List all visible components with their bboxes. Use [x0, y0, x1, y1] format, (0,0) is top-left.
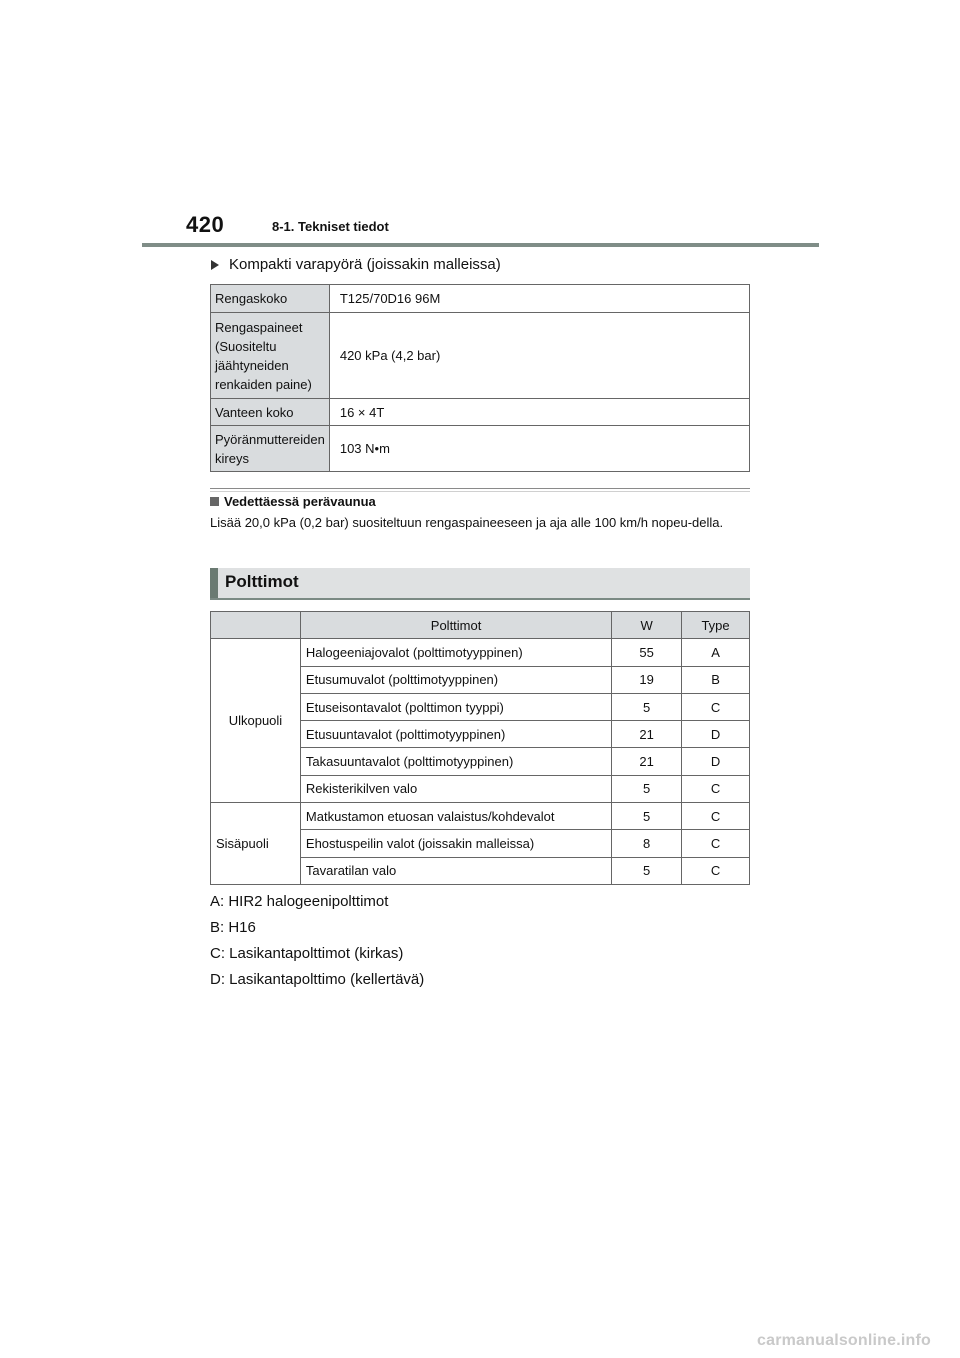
bulbs-section-banner — [210, 568, 750, 600]
bulb-name: Etuseisontavalot (polttimon tyyppi) — [300, 693, 611, 720]
legend-item: B: H16 — [210, 919, 256, 936]
spec-value: 103 N•m — [329, 426, 749, 472]
bulb-watts: 21 — [612, 721, 682, 748]
column-header-empty — [211, 612, 301, 639]
bulb-watts: 5 — [612, 857, 682, 884]
column-header-bulbs: Polttimot — [300, 612, 611, 639]
bulbs-section-title: Polttimot — [225, 572, 299, 591]
group-label-exterior: Ulkopuoli — [211, 639, 301, 803]
spec-label: Rengaskoko — [211, 285, 330, 313]
bulb-watts: 8 — [612, 830, 682, 857]
towing-heading-text: Vedettäessä perävaunua — [224, 494, 376, 509]
bulb-name: Etusuuntavalot (polttimotyyppinen) — [300, 721, 611, 748]
column-header-type: Type — [682, 612, 750, 639]
bulb-type-legend — [210, 893, 424, 997]
spare-wheel-heading-text: Kompakti varapyörä (joissakin malleissa) — [229, 256, 501, 273]
bulb-name: Takasuuntavalot (polttimotyyppinen) — [300, 748, 611, 775]
bulb-type: A — [682, 639, 750, 666]
table-row — [211, 426, 750, 472]
watermark: carmanualsonline.info — [757, 1332, 932, 1349]
bulb-type: B — [682, 666, 750, 693]
spare-wheel-spec-table — [210, 284, 750, 472]
table-row — [211, 285, 750, 313]
header-divider — [142, 243, 819, 247]
legend-item: A: HIR2 halogeenipolttimot — [210, 893, 389, 910]
table-header-row — [211, 612, 750, 639]
bulb-watts: 5 — [612, 775, 682, 802]
section-divider-light — [210, 491, 750, 492]
triangle-bullet-icon — [211, 260, 219, 270]
bulb-name: Matkustamon etuosan valaistus/kohdevalot — [300, 803, 611, 830]
spec-value: 16 × 4T — [329, 399, 749, 426]
towing-heading — [210, 494, 376, 509]
group-label-interior: Sisäpuoli — [211, 803, 301, 885]
page-number: 420 — [186, 212, 225, 237]
section-title: 8-1. Tekniset tiedot — [272, 219, 389, 234]
bulbs-table — [210, 611, 750, 885]
bulb-name: Etusumuvalot (polttimotyyppinen) — [300, 666, 611, 693]
table-row — [211, 803, 750, 830]
spec-label: Vanteen koko — [211, 399, 330, 426]
spec-value: 420 kPa (4,2 bar) — [329, 313, 749, 399]
bulb-watts: 5 — [612, 803, 682, 830]
bulb-name: Tavaratilan valo — [300, 857, 611, 884]
bulb-type: D — [682, 721, 750, 748]
bulb-type: C — [682, 693, 750, 720]
table-row — [211, 313, 750, 399]
bulb-watts: 55 — [612, 639, 682, 666]
legend-item: C: Lasikantapolttimot (kirkas) — [210, 945, 404, 962]
banner-accent-bar — [210, 568, 218, 598]
bulb-name: Rekisterikilven valo — [300, 775, 611, 802]
spec-label: Pyöränmuttereiden kireys — [211, 426, 330, 472]
bulb-watts: 21 — [612, 748, 682, 775]
square-bullet-icon — [210, 497, 219, 506]
bulb-type: C — [682, 775, 750, 802]
bulb-watts: 5 — [612, 693, 682, 720]
column-header-watts: W — [612, 612, 682, 639]
bulb-name: Ehostuspeilin valot (joissakin malleissa) — [300, 830, 611, 857]
spare-wheel-heading — [211, 256, 501, 273]
spec-label: Rengaspaineet (Suositeltu jäähtyneiden renkaiden paine) — [211, 313, 330, 399]
table-row — [211, 639, 750, 666]
spec-value: T125/70D16 96M — [329, 285, 749, 313]
bulb-watts: 19 — [612, 666, 682, 693]
towing-paragraph: Lisää 20,0 kPa (0,2 bar) suositeltuun rengaspaineeseen ja aja alle 100 km/h nopeu-della. — [210, 515, 724, 530]
table-row — [211, 399, 750, 426]
section-divider — [210, 488, 750, 489]
bulb-type: C — [682, 803, 750, 830]
bulb-type: D — [682, 748, 750, 775]
bulb-type: C — [682, 857, 750, 884]
bulb-type: C — [682, 830, 750, 857]
legend-item: D: Lasikantapolttimo (kellertävä) — [210, 971, 425, 988]
bulb-name: Halogeeniajovalot (polttimotyyppinen) — [300, 639, 611, 666]
